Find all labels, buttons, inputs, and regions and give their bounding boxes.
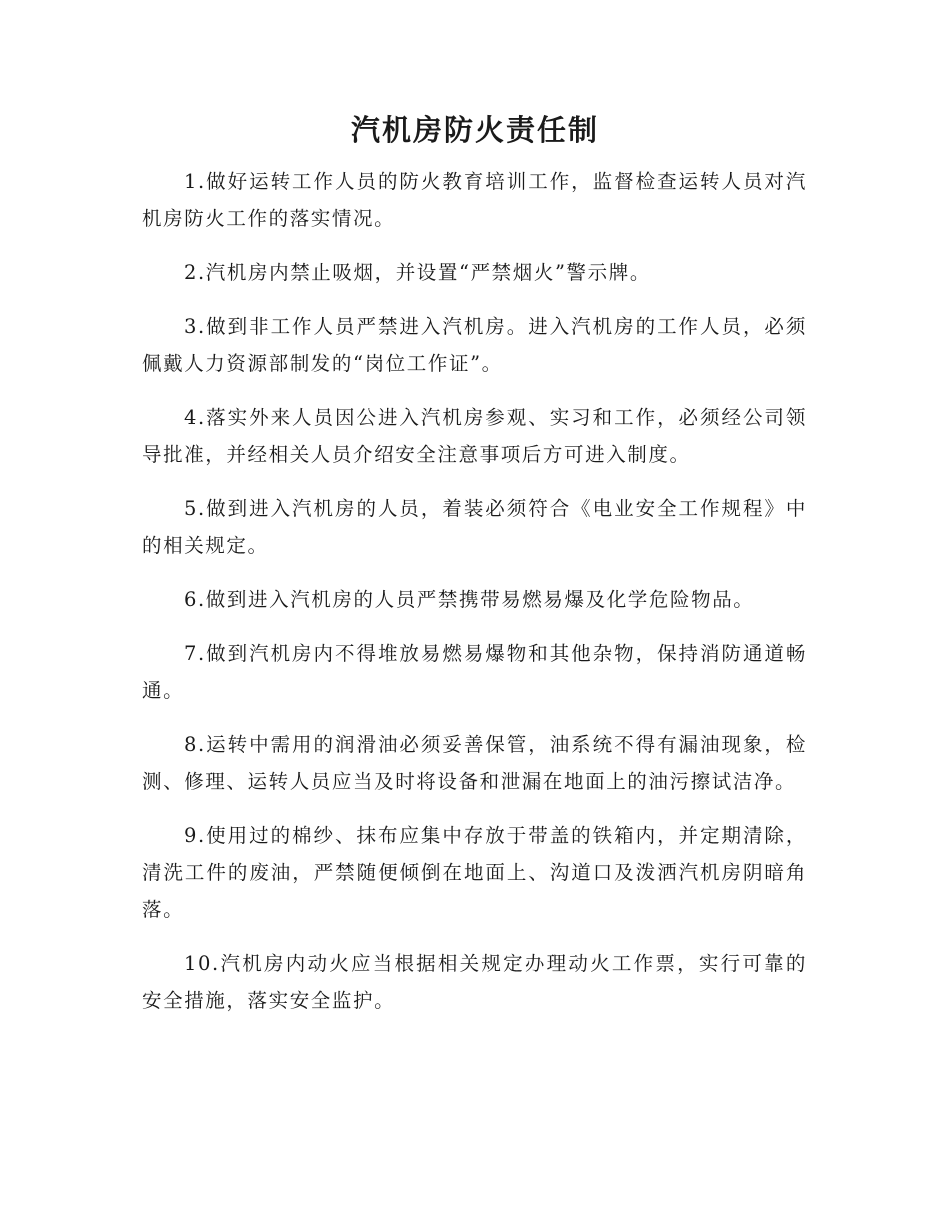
document-title: 汽机房防火责任制 <box>350 113 599 147</box>
paragraph-9: 9.使用过的棉纱、抹布应集中存放于带盖的铁箱内，并定期清除，清洗工件的废油，严禁随便倾倒在地面上、沟道口及泼洒汽机房阴暗角落。 <box>142 824 807 921</box>
paragraph-8: 8.运转中需用的润滑油必须妥善保管，油系统不得有漏油现象，检测、修理、运转人员应当及时将设备和泄漏在地面上的油污擦试洁净。 <box>142 733 807 793</box>
paragraph-2: 2.汽机房内禁止吸烟，并设置“严禁烟火”警示牌。 <box>184 261 651 284</box>
paragraph-3: 3.做到非工作人员严禁进入汽机房。进入汽机房的工作人员，必须佩戴人力资源部制发的“岗位工作证”。 <box>142 315 807 375</box>
paragraph-4: 4.落实外来人员因公进入汽机房参观、实习和工作，必须经公司领导批准，并经相关人员介绍安全注意事项后方可进入制度。 <box>142 406 807 466</box>
paragraph-10: 10.汽机房内动火应当根据相关规定办理动火工作票，实行可靠的安全措施，落实安全监护。 <box>142 952 807 1012</box>
paragraph-7: 7.做到汽机房内不得堆放易燃易爆物和其他杂物，保持消防通道畅通。 <box>142 642 807 702</box>
paragraph-1: 1.做好运转工作人员的防火教育培训工作，监督检查运转人员对汽机房防火工作的落实情况。 <box>142 170 807 230</box>
paragraph-6: 6.做到进入汽机房的人员严禁携带易燃易爆及化学危险物品。 <box>184 588 755 611</box>
paragraph-5: 5.做到进入汽机房的人员，着装必须符合《电业安全工作规程》中的相关规定。 <box>142 497 807 557</box>
document-body <box>142 163 807 1036</box>
